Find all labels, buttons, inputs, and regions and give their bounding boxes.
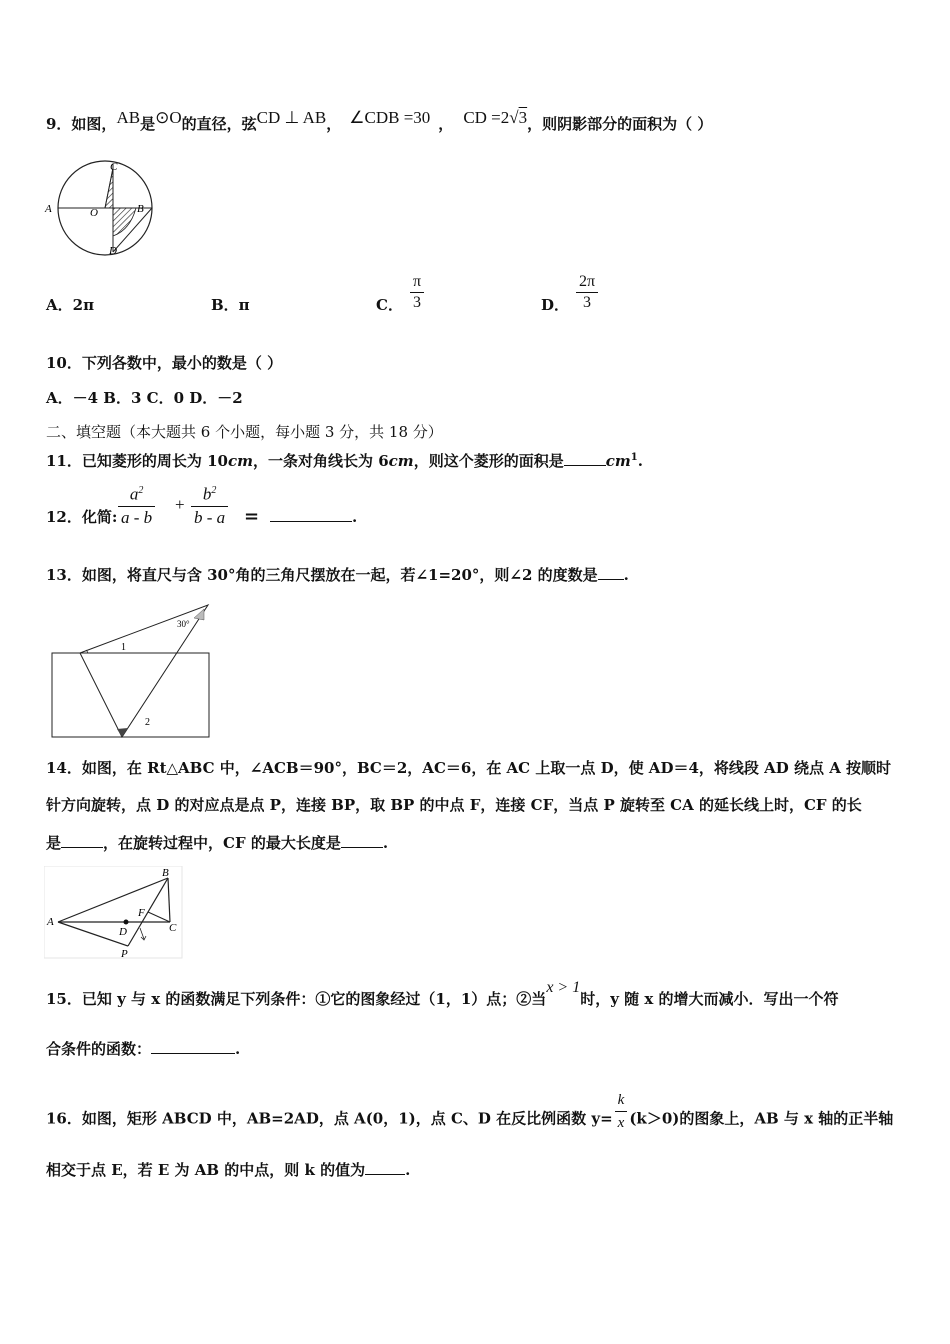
q15-line-1: 15．已知 y 与 x 的函数满足下列条件：①它的图象经过（1，1）点；②当x > 1时，y 随 x 的增大而减小．写出一个符 <box>46 979 839 1008</box>
q15-line-2: 合条件的函数： . <box>46 1040 241 1058</box>
q16-line-2: 相交于点 E，若 E 为 AB 的中点，则 k 的值为 . <box>46 1161 411 1179</box>
section-fill-in-heading: 二、填空题（本大题共 6 个小题，每小题 3 分，共 18 分） <box>46 423 443 441</box>
q12-answer-line: . <box>270 507 357 527</box>
label-f: F <box>138 907 145 919</box>
q13-answer-blank[interactable] <box>598 565 624 580</box>
q11-answer-blank[interactable] <box>564 451 606 466</box>
q14-answer-blank-2[interactable] <box>341 833 383 848</box>
q9-circle-figure <box>40 158 170 258</box>
label-b: B <box>162 867 169 879</box>
q11-stem: 11．已知菱形的周长为 10cm，一条对角线长为 6cm，则这个菱形的面积是 $cm^1$. <box>46 452 643 470</box>
q12-plus: + <box>175 495 185 514</box>
q9-option-a: A．2π <box>46 296 95 314</box>
q12-fraction-2: $\frac{b^2}{b - a}$ <box>191 480 228 529</box>
q10-stem: 10．下列各数中，最小的数是（ ） <box>46 354 283 372</box>
label-d: D <box>119 926 127 938</box>
q9-option-d-fraction: $\frac{2\pi}{3}$ <box>576 272 598 313</box>
angle-2-label: 2 <box>145 717 150 728</box>
label-a: A <box>47 916 54 928</box>
q16-k-over-x: $\frac{k}{x}$ <box>615 1089 628 1134</box>
q9-stem: 9．如图，AB是⊙O的直径，弦CD ⊥ AB， ∠CDB =30 ， CD =2√3，则阴影部分的面积为（ ） <box>46 108 713 133</box>
q12-answer-blank[interactable] <box>270 507 352 522</box>
q14-line-1: 14．如图，在 Rt△ABC 中，∠ACB＝90°，BC＝2，AC＝6，在 AC 上取一点 D，使 AD＝4，将线段 AD 绕点 A 按顺时 <box>46 759 892 777</box>
label-p: P <box>121 948 128 960</box>
q13-stem: 13．如图，将直尺与含 30°角的三角尺摆放在一起，若∠1=20°，则∠2 的度数是 . <box>46 566 629 584</box>
q12-fraction-1: $\frac{a^2}{a - b}$ <box>118 480 155 529</box>
q9-option-b: B．π <box>211 296 250 314</box>
q16-line-1: 16．如图，矩形 ABCD 中，AB=2AD，点 A(0，1)，点 C、D 在反比例函数 y= $\frac{k}{x}$ (k＞0)的图象上，AB 与 x 轴的正半轴 <box>46 1097 893 1142</box>
q14-triangle-figure <box>44 866 184 960</box>
label-o: O <box>90 207 98 219</box>
q16-answer-blank[interactable] <box>365 1160 405 1175</box>
label-c: C <box>110 161 118 173</box>
q9-option-c-fraction: $\frac{\pi}{3}$ <box>410 272 424 313</box>
angle-30-label: 30° <box>177 619 190 629</box>
q10-options: A．－4 B．3 C．0 D．－2 <box>46 389 243 407</box>
angle-1-label: 1 <box>121 642 126 653</box>
q14-line-2: 针方向旋转，点 D 的对应点是点 P，连接 BP，取 BP 的中点 F，连接 CF，当点 P 旋转至 CA 的延长线上时，CF 的长 <box>46 796 862 814</box>
q14-line-3: 是 ，在旋转过程中，CF 的最大长度是 . <box>46 834 389 852</box>
q9-option-d: D． <box>541 296 570 314</box>
q13-ruler-triangle-figure <box>44 600 224 740</box>
q9-option-c: C． <box>376 296 403 314</box>
q12-equals: = <box>244 506 260 527</box>
label-c: C <box>169 922 177 934</box>
q12-label: 12．化简: <box>46 508 118 526</box>
q15-answer-blank[interactable] <box>151 1039 235 1054</box>
label-b: B <box>137 203 144 215</box>
label-a: A <box>45 203 52 215</box>
label-d: D <box>109 245 117 257</box>
shaded-lower <box>113 208 136 236</box>
q14-answer-blank-1[interactable] <box>61 833 103 848</box>
